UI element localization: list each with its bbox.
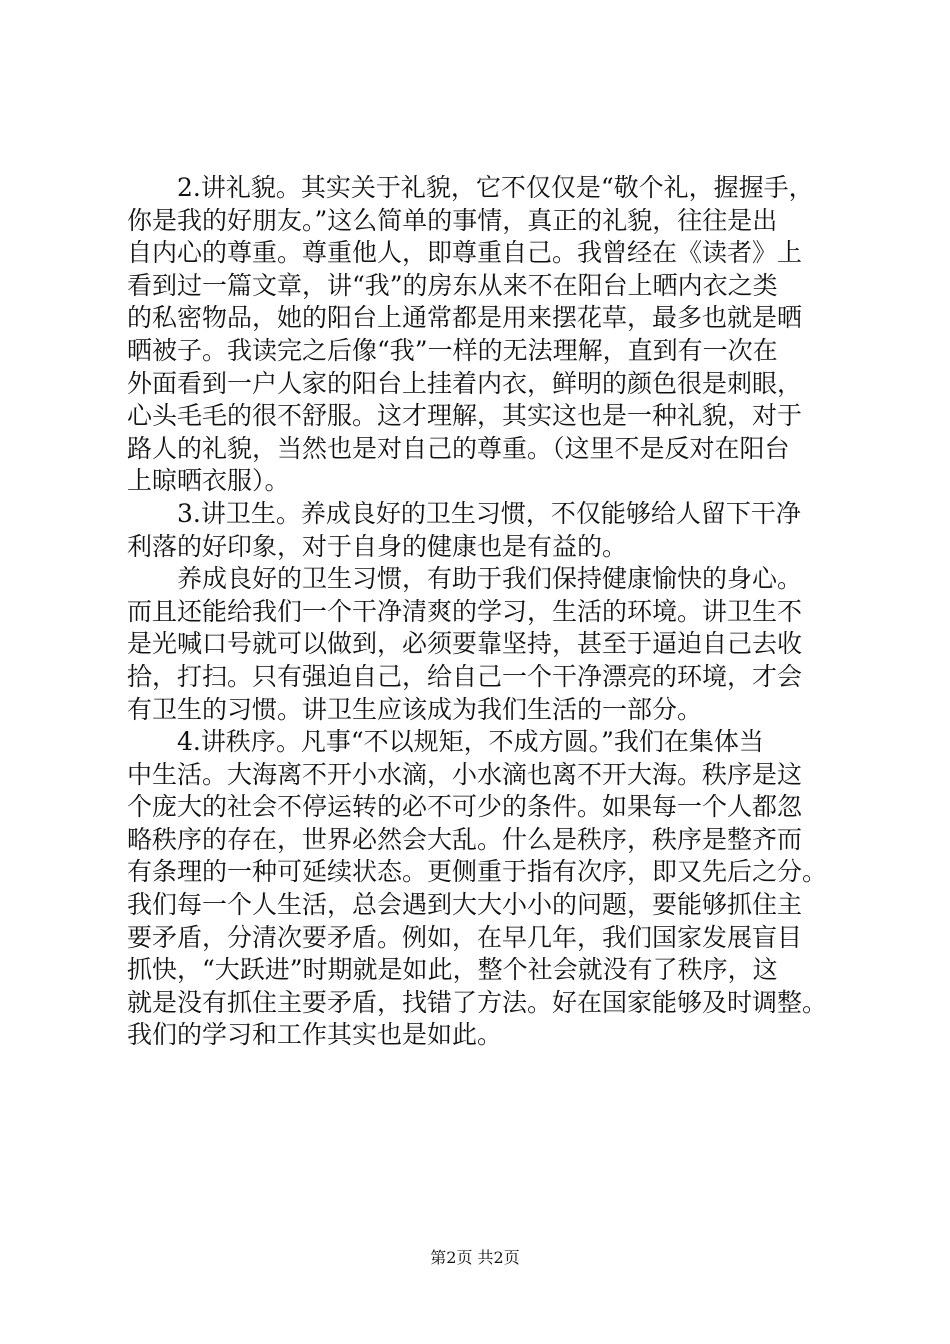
text-line: 利落的好印象，对于自身的健康也是有益的。 <box>127 531 628 561</box>
text-line: 晒被子。我读完之后像“我”一样的无法理解，直到有一次在 <box>127 335 778 365</box>
text-line: 而且还能给我们一个干净清爽的学习，生活的环境。讲卫生不 <box>127 596 803 626</box>
text-line: 3.讲卫生。养成良好的卫生习惯，不仅能够给人留下干净 <box>127 498 801 528</box>
page-number-footer: 第2页 共2页 <box>430 1248 520 1267</box>
text-line: 中生活。大海离不开小水滴，小水滴也离不开大海。秩序是这 <box>127 759 803 789</box>
text-line: 我们每一个人生活，总会遇到大大小小的问题，要能够抓住主 <box>127 890 803 920</box>
text-line: 我们的学习和工作其实也是如此。 <box>127 1020 503 1050</box>
text-line: 有条理的一种可延续状态。更侧重于指有次序，即又先后之分。 <box>127 857 828 887</box>
text-line: 路人的礼貌，当然也是对自己的尊重。（这里不是反对在阳台 <box>127 433 790 463</box>
text-line: 略秩序的存在，世界必然会大乱。什么是秩序，秩序是整齐而 <box>127 824 803 854</box>
text-line: 自内心的尊重。尊重他人，即尊重自己。我曾经在《读者》上 <box>127 238 803 268</box>
text-line: 你是我的好朋友。”这么简单的事情，真正的礼貌，往往是出 <box>127 205 778 235</box>
text-line: 有卫生的习惯。讲卫生应该成为我们生活的一部分。 <box>127 694 703 724</box>
text-line: 就是没有抓住主要矛盾，找错了方法。好在国家能够及时调整。 <box>127 987 828 1017</box>
text-line: 拾，打扫。只有强迫自己，给自己一个干净漂亮的环境，才会 <box>127 661 803 691</box>
document-body <box>127 172 867 1052</box>
text-line: 的私密物品，她的阳台上通常都是用来摆花草，最多也就是晒 <box>127 303 803 333</box>
text-line: 外面看到一户人家的阳台上挂着内衣，鲜明的颜色很是刺眼， <box>127 368 803 398</box>
text-line: 抓快，“大跃进”时期就是如此，整个社会就没有了秩序，这 <box>127 955 778 985</box>
text-line: 要矛盾，分清次要矛盾。例如，在早几年，我们国家发展盲目 <box>127 922 803 952</box>
text-line: 养成良好的卫生习惯，有助于我们保持健康愉快的身心。 <box>127 564 803 594</box>
text-line: 心头毛毛的很不舒服。这才理解，其实这也是一种礼貌，对于 <box>127 401 803 431</box>
text-line: 是光喊口号就可以做到，必须要靠坚持，甚至于逼迫自己去收 <box>127 629 803 659</box>
text-line: 2.讲礼貌。其实关于礼貌，它不仅仅是“敬个礼，握握手， <box>127 173 814 202</box>
text-line: 上晾晒衣服）。 <box>127 466 290 496</box>
text-line: 看到过一篇文章，讲“我”的房东从来不在阳台上晒内衣之类 <box>127 270 778 300</box>
text-line: 个庞大的社会不停运转的必不可少的条件。如果每一个人都忽 <box>127 792 803 822</box>
text-line: 4.讲秩序。凡事“不以规矩，不成方圆。”我们在集体当 <box>127 727 764 757</box>
